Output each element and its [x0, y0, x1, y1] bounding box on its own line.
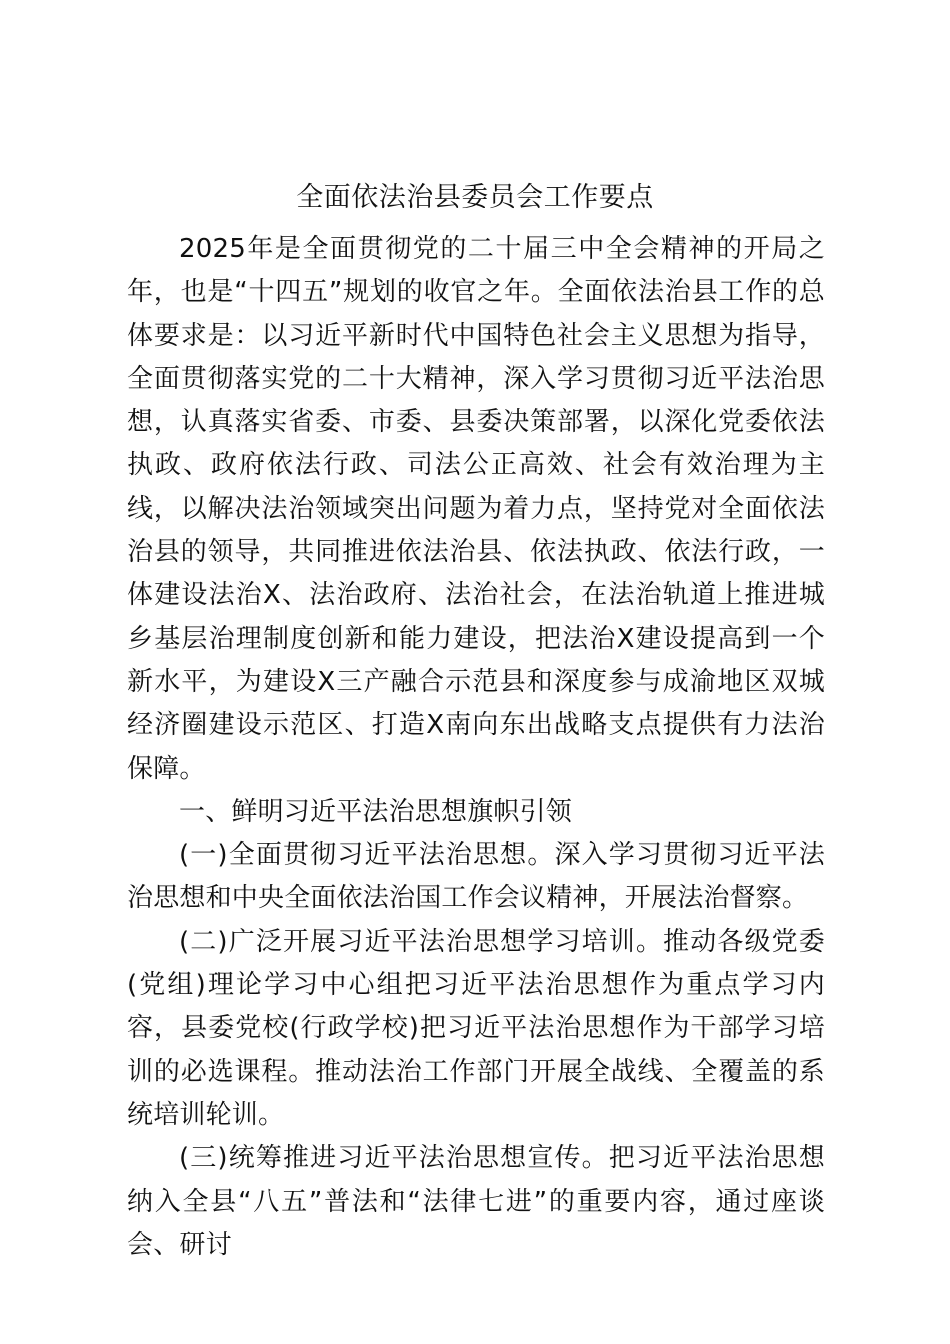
document-title: 全面依法治县委员会工作要点	[296, 182, 654, 213]
paragraph-item-3: (三)统筹推进习近平法治思想宣传。把习近平法治思想纳入全县“八五”普法和“法律七进”的重要内容，通过座谈会、研讨	[127, 1143, 825, 1260]
document-body	[127, 228, 825, 1267]
paragraph-item-1: (一)全面贯彻习近平法治思想。深入学习贯彻习近平法治思想和中央全面依法治国工作会议精神，开展法治督察。	[127, 840, 825, 914]
section-heading-1: 一、鲜明习近平法治思想旗帜引领	[179, 796, 573, 827]
paragraph-item-2: (二)广泛开展习近平法治思想学习培训。推动各级党委(党组)理论学习中心组把习近平法治思想作为重点学习内容，县委党校(行政学校)把习近平法治思想作为干部学习培训的必选课程。推动法治工作部门开展全战线、全覆盖的系统培训轮训。	[127, 926, 825, 1130]
paragraph-intro: 2025年是全面贯彻党的二十届三中全会精神的开局之年，也是“十四五”规划的收官之年。全面依法治县工作的总体要求是：以习近平新时代中国特色社会主义思想为指导，全面贯彻落实党的二十大精神，深入学习贯彻习近平法治思想，认真落实省委、市委、县委决策部署，以深化党委依法执政、政府依法行政、司法公正高效、社会有效治理为主线，以解决法治领域突出问题为着力点，坚持党对全面依法治县的领导，共同推进依法治县、依法执政、依法行政，一体建设法治X、法治政府、法治社会，在法治轨道上推进城乡基层治理制度创新和能力建设，把法治X建设提高到一个新水平，为建设X三产融合示范县和深度参与成渝地区双城经济圈建设示范区、打造X南向东出战略支点提供有力法治保障。	[127, 234, 825, 784]
